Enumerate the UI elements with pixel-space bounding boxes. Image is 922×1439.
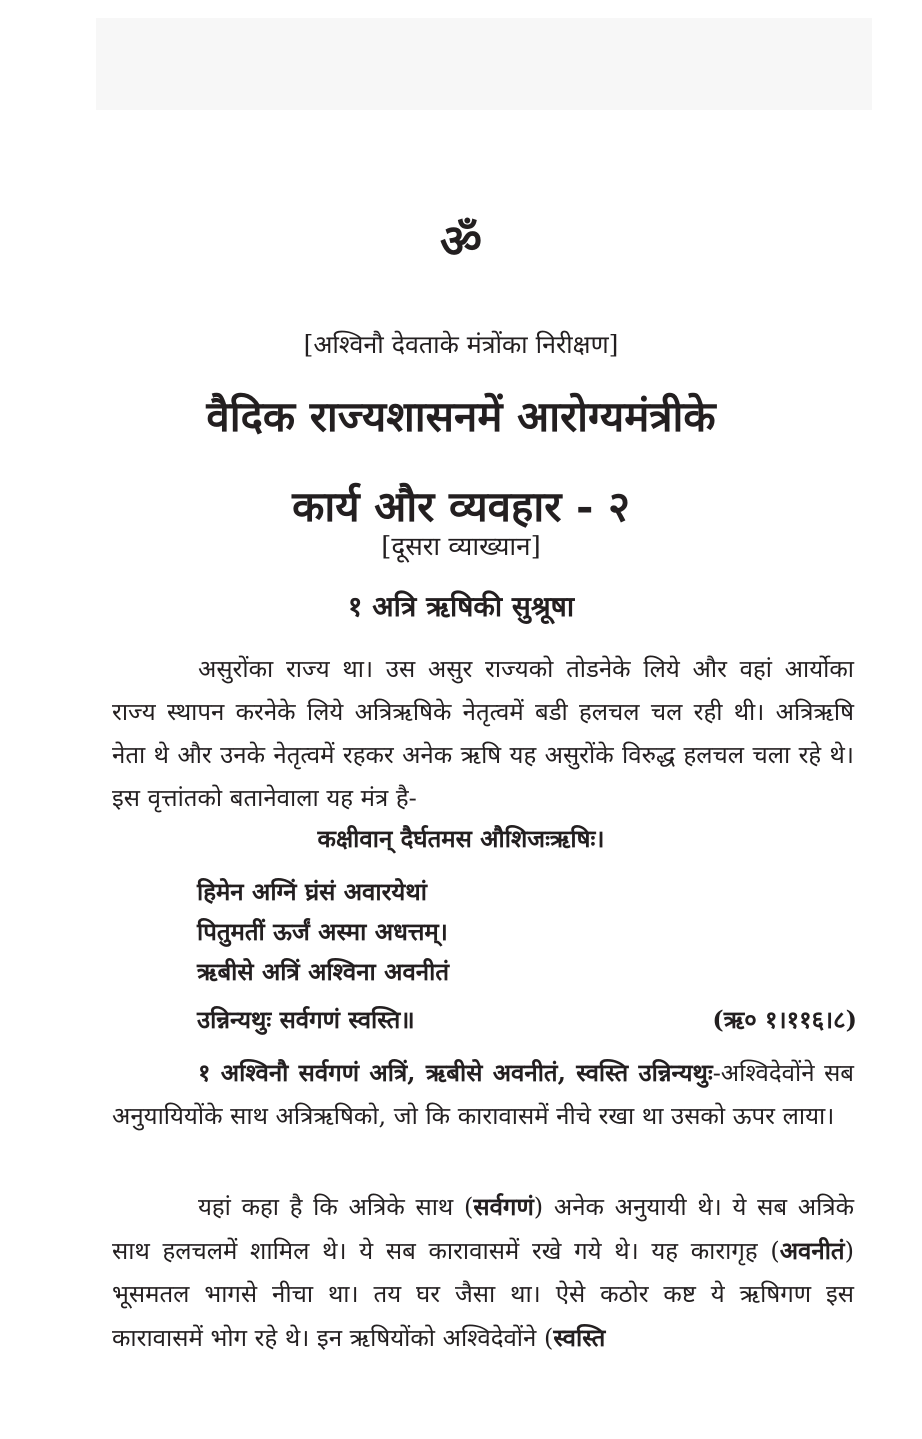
paragraph-3-bold-2: अवनीतं	[779, 1236, 845, 1265]
verse-block	[197, 872, 857, 992]
title-line-2: कार्य और व्यवहार - २	[292, 482, 630, 531]
paragraph-1: असुरोंका राज्य था। उस असुर राज्यको तोडनेके लिये और वहां आर्योका राज्य स्थापन करनेके लिये अत्रिऋषिके नेतृत्वमें बडी हलचल चल रही थी। अत्रिऋषि नेता थे और उनके नेतृत्वमें रहकर अनेक ऋषि यह असुरोंके विरुद्ध हलचल चला रहे थे। इस वृत्तांतको बतानेवाला यह मंत्र है-	[112, 655, 854, 812]
verse-line-4: उन्निन्यथुः सर्वगणं स्वस्ति॥	[197, 1005, 415, 1034]
verse-line-3: ऋबीसे अत्रिं अश्विना अवनीतं	[197, 957, 450, 986]
paragraph-2-text: -अश्विदेवोंने सब अनुयायियोंके साथ अत्रिऋषिको, जो कि कारावासमें नीचे रखा था उसको ऊपर लाया।	[112, 1059, 854, 1130]
verse-line-4-row	[197, 1000, 857, 1040]
paragraph-2	[112, 1051, 854, 1138]
header-band	[96, 18, 872, 110]
paragraph-2-bold: १ अश्विनौ सर्वगणं अत्रिं, ऋबीसे अवनीतं, स्वस्ति उन्निन्यथुः	[198, 1058, 713, 1087]
verse-heading: कक्षीवान् दैर्घतमस औशिजःऋषिः।	[317, 824, 605, 853]
page-subtitle: [अश्विनौ देवताके मंत्रोंका निरीक्षण]	[303, 330, 619, 359]
paragraph-3-bold-1: सर्वगणं	[473, 1192, 534, 1221]
title-line-1: वैदिक राज्यशासनमें आरोग्यमंत्रीके	[206, 392, 716, 441]
paragraph-3-text-3: ) भूसमतल भागसे नीचा था। तय घर जैसा था। ऐसे कठोर कष्ट ये ऋषिगण इस कारावासमें भोग रहे थे। इन ऋषियोंको अश्विदेवोंने (	[112, 1237, 854, 1352]
verse-line-1: हिमेन अग्निं घ्रंसं अवारयेथां	[197, 877, 427, 906]
lecture-label: [दूसरा व्याख्यान]	[381, 532, 541, 562]
verse-reference: (ऋ० १।११६।८)	[712, 1005, 857, 1034]
page-title	[0, 372, 922, 552]
verse-line-2: पितुमतीं ऊर्जं अस्मा अधत्तम्।	[197, 917, 448, 946]
paragraph-3	[112, 1185, 854, 1360]
paragraph-3-text-2: ) अनेक अनुयायी थे। ये सब अत्रिके साथ हलचलमें शामिल थे। ये सब कारावासमें रखे गये थे। यह कारागृह (	[112, 1193, 854, 1265]
paragraph-3-bold-3: स्वस्ति	[553, 1323, 606, 1352]
paragraph-3-text-1: यहां कहा है कि अत्रिके साथ (	[198, 1193, 474, 1221]
om-symbol: ॐ	[440, 214, 482, 268]
section-heading: १ अत्रि ऋषिकी सुश्रूषा	[347, 590, 575, 623]
